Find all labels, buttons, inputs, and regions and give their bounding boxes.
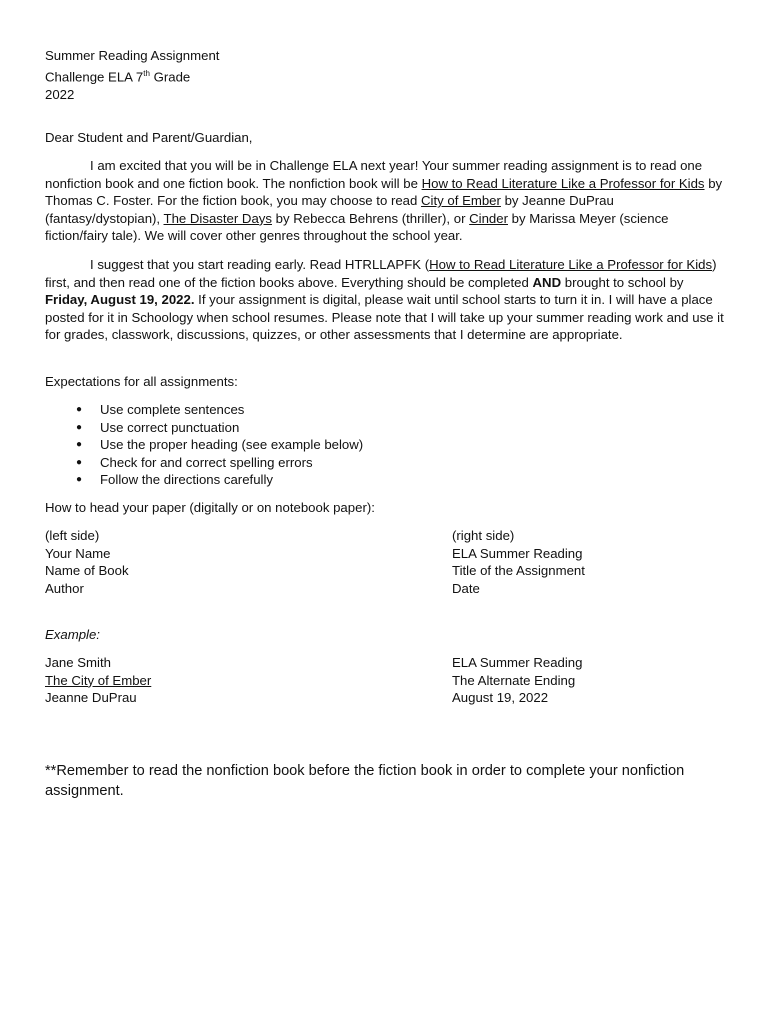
header-class: Challenge ELA 7th Grade xyxy=(45,68,191,84)
book-title: How to Read Literature Like a Professor for Kids xyxy=(421,175,705,191)
heading-format xyxy=(45,527,725,597)
list-item: ● Use the proper heading (see example below) xyxy=(45,436,725,454)
book-title: The City of Ember xyxy=(45,672,152,688)
book-title: Cinder xyxy=(469,210,508,226)
paragraph-1: I am excited that you will be in Challenge ELA next year! Your summer reading assignment is to read one nonfiction book and one fiction book. The nonfiction book will be How to Read Literature Like a Professor for Kids by Thomas C. Foster. For the fiction book, you may choose to read City of Ember by Jeanne DuPrau (fantasy/dystopian), The Disaster Days by Rebecca Behrens (thriller), or Cinder by Marissa Meyer (science fiction/fairy tale). We will cover other genres throughout the school year. xyxy=(45,158,723,244)
list-item: ● Use complete sentences xyxy=(45,401,725,419)
book-title: City of Ember xyxy=(421,193,501,209)
header-title: Summer Reading Assignment xyxy=(45,48,220,63)
salutation: Dear Student and Parent/Guardian, xyxy=(45,130,253,145)
expectations-list xyxy=(45,401,725,489)
example-left-column: Jane Smith The City of Ember Jeanne DuPrau xyxy=(45,654,725,707)
document-header xyxy=(45,47,725,103)
due-date: Friday, August 19, 2022. xyxy=(45,292,195,308)
list-item: ● Use correct punctuation xyxy=(45,419,725,437)
list-item: ● Check for and correct spelling errors xyxy=(45,454,725,472)
example-right-column: ELA Summer Reading The Alternate Ending August 19, 2022 xyxy=(452,655,583,706)
paragraph-2: I suggest that you start reading early. Read HTRLLAPFK (How to Read Literature Like a Professor for Kids) first, and then read one of the fiction books above. Everything should be completed AND brought to school by Friday, August 19, 2022. If your assignment is digital, please wait until school starts to turn it in. I will have a place posted for it in Schoology when school resumes. Please note that I will take up your summer reading work and use it for grades, classwork, discussions, quizzes, or other assessments that I determine are appropriate. xyxy=(45,257,724,343)
heading-instructions: How to head your paper (digitally or on notebook paper): xyxy=(45,500,375,515)
heading-right-column: (right side) ELA Summer Reading Title of the Assignment Date xyxy=(452,528,585,596)
list-item: ● Follow the directions carefully xyxy=(45,471,725,489)
expectations-heading: Expectations for all assignments: xyxy=(45,374,238,389)
book-title: How to Read Literature Like a Professor for Kids xyxy=(429,257,713,272)
example-label: Example: xyxy=(45,627,100,642)
heading-left-column: (left side) Your Name Name of Book Author xyxy=(45,528,129,596)
example-heading xyxy=(45,654,725,707)
book-title: The Disaster Days xyxy=(163,210,272,226)
header-year: 2022 xyxy=(45,86,75,102)
reminder-note: **Remember to read the nonfiction book before the fiction book in order to complete your nonfiction assignment. xyxy=(45,763,685,799)
